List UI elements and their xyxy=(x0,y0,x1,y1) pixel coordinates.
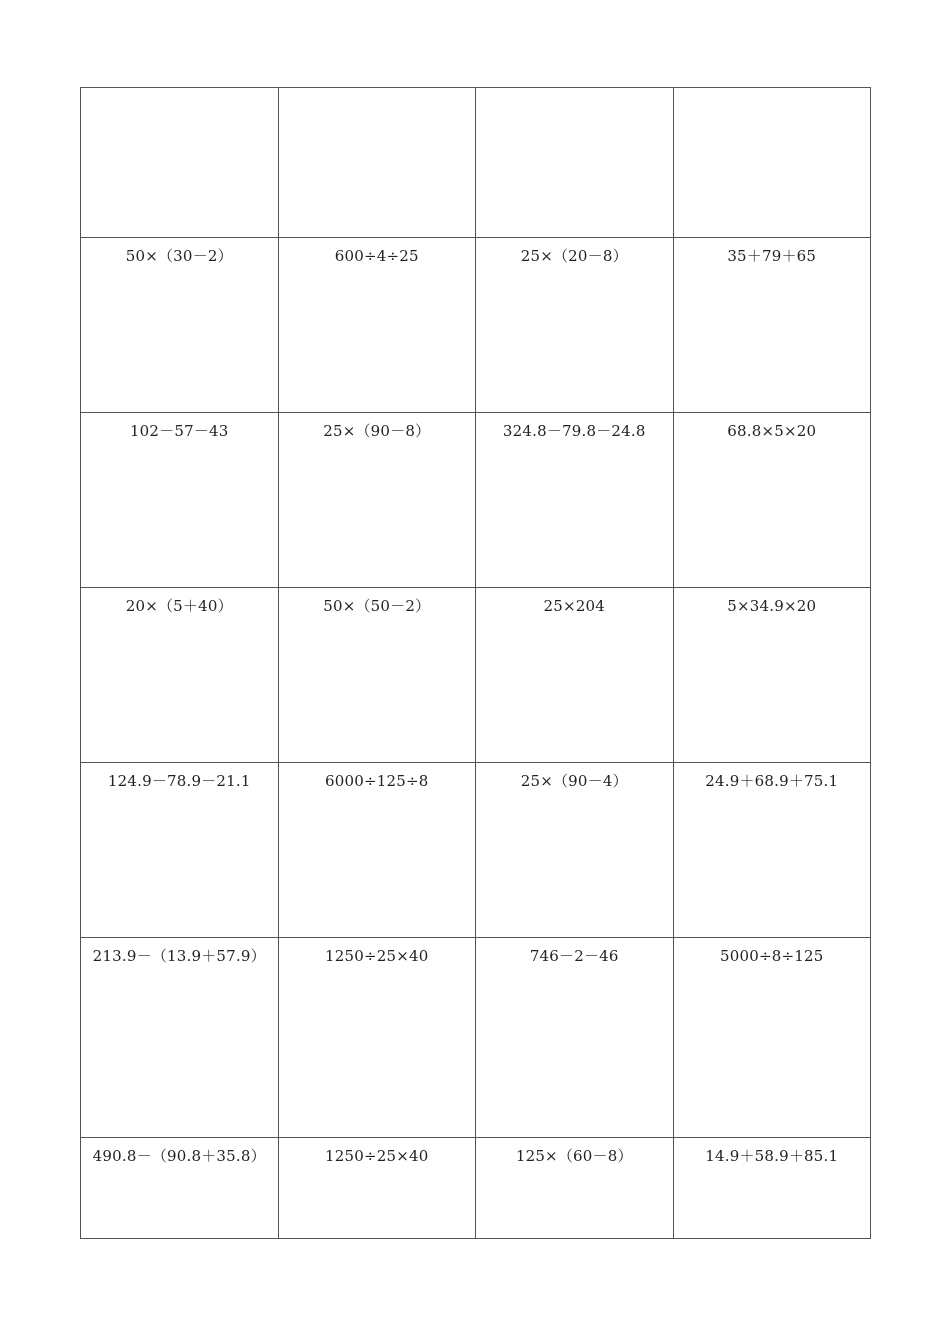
problem-cell: 68.8×5×20 xyxy=(673,413,871,588)
problem-cell: 25×（20－8） xyxy=(476,238,674,413)
arithmetic-worksheet-table xyxy=(80,87,871,1239)
table-row xyxy=(81,238,871,413)
problem-cell: 124.9－78.9－21.1 xyxy=(81,763,279,938)
problem-cell: 5000÷8÷125 xyxy=(673,938,871,1138)
table-row xyxy=(81,588,871,763)
problem-cell xyxy=(81,88,279,238)
problem-cell: 600÷4÷25 xyxy=(278,238,476,413)
problem-cell: 50×（50－2） xyxy=(278,588,476,763)
table-row xyxy=(81,938,871,1138)
problem-cell: 5×34.9×20 xyxy=(673,588,871,763)
table-row xyxy=(81,763,871,938)
problem-cell: 20×（5＋40） xyxy=(81,588,279,763)
problem-cell xyxy=(476,88,674,238)
problem-cell: 50×（30－2） xyxy=(81,238,279,413)
problem-cell: 213.9－（13.9＋57.9） xyxy=(81,938,279,1138)
problem-cell xyxy=(673,88,871,238)
problem-cell: 125×（60－8） xyxy=(476,1138,674,1239)
problem-cell: 25×（90－8） xyxy=(278,413,476,588)
table-row xyxy=(81,413,871,588)
problem-cell: 35＋79＋65 xyxy=(673,238,871,413)
problem-cell: 746－2－46 xyxy=(476,938,674,1138)
problem-cell: 490.8－（90.8＋35.8） xyxy=(81,1138,279,1239)
problem-cell: 1250÷25×40 xyxy=(278,938,476,1138)
table-row xyxy=(81,88,871,238)
problem-cell: 1250÷25×40 xyxy=(278,1138,476,1239)
problem-cell: 14.9＋58.9＋85.1 xyxy=(673,1138,871,1239)
problem-cell: 102－57－43 xyxy=(81,413,279,588)
problem-cell: 25×（90－4） xyxy=(476,763,674,938)
table-row xyxy=(81,1138,871,1239)
problem-cell xyxy=(278,88,476,238)
problem-cell: 24.9＋68.9＋75.1 xyxy=(673,763,871,938)
problem-cell: 324.8－79.8－24.8 xyxy=(476,413,674,588)
problem-cell: 6000÷125÷8 xyxy=(278,763,476,938)
problem-cell: 25×204 xyxy=(476,588,674,763)
